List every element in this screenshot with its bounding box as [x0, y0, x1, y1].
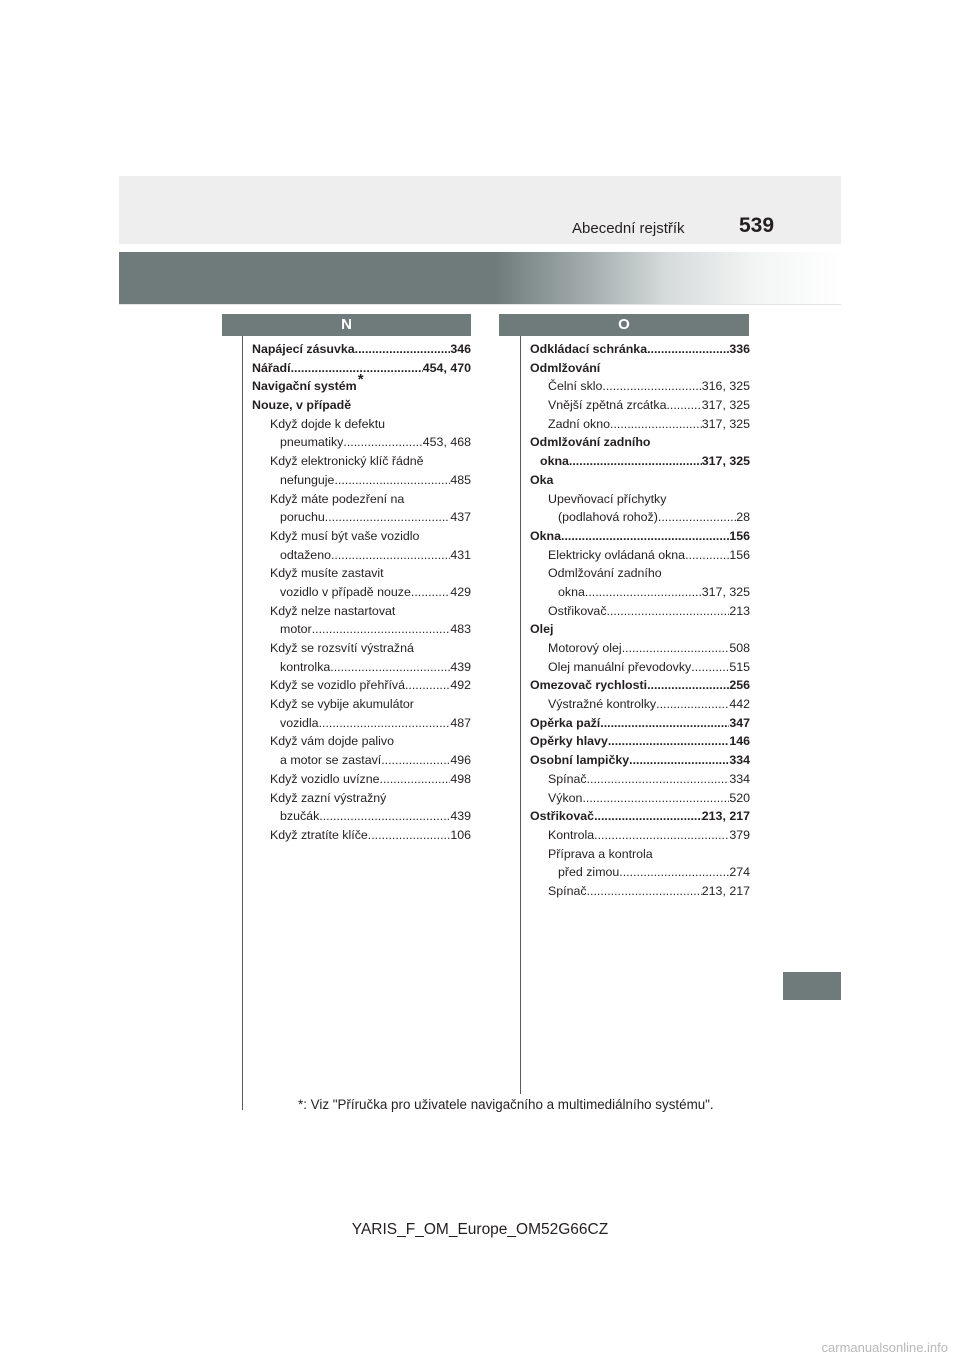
- index-entry: [530, 546, 750, 565]
- index-entry: [252, 714, 471, 733]
- index-entry: [252, 490, 471, 509]
- index-entry: [252, 751, 471, 770]
- dot-leader: [334, 471, 450, 490]
- entry-page-ref: 213, 217: [701, 809, 750, 824]
- index-entry: [530, 620, 750, 639]
- section-title: Abecední rejstřík: [572, 220, 685, 237]
- entry-term: vozidla: [280, 715, 319, 730]
- entry-page-ref: 334: [729, 771, 750, 786]
- decorative-gradient-bar: [119, 252, 841, 304]
- dot-leader: [380, 770, 451, 789]
- entry-page-ref: 317, 325: [701, 454, 750, 469]
- entry-page-ref: 28: [736, 510, 750, 525]
- entry-page-ref: 256: [729, 678, 750, 693]
- entry-page-ref: 317, 325: [701, 416, 750, 431]
- entry-term: Nouze, v případě: [252, 398, 352, 413]
- index-entry: [530, 751, 750, 770]
- entry-page-ref: 454, 470: [422, 360, 471, 375]
- entry-page-ref: 347: [729, 715, 750, 730]
- index-entry: [252, 433, 471, 452]
- dot-leader: [319, 807, 450, 826]
- index-entry: [530, 789, 750, 808]
- index-entry: [252, 583, 471, 602]
- index-entry: [252, 639, 471, 658]
- entry-term: Ostřikovač: [530, 809, 595, 824]
- index-entry: [252, 807, 471, 826]
- dot-leader: [619, 863, 729, 882]
- entry-page-ref: 274: [729, 865, 750, 880]
- entry-page-ref: 515: [729, 659, 750, 674]
- entry-term: Spínač: [548, 771, 587, 786]
- entry-term: Když se vozidlo přehřívá: [270, 678, 405, 693]
- index-entry: [530, 826, 750, 845]
- footnote: *: Viz "Příručka pro uživatele navigačního a multimediálního systému".: [298, 1097, 714, 1112]
- dot-leader: [658, 508, 736, 527]
- index-entry: [530, 564, 750, 583]
- entry-page-ref: 429: [450, 584, 471, 599]
- entry-term: Odmlžování: [530, 360, 601, 375]
- index-entry: [252, 546, 471, 565]
- index-column-n: [252, 340, 471, 845]
- index-entry: [530, 359, 750, 378]
- entry-term: Když musí být vaše vozidlo: [270, 528, 420, 543]
- entry-page-ref: 213, 217: [701, 883, 750, 898]
- entry-term: Elektricky ovládaná okna: [548, 547, 686, 562]
- entry-term: Spínač: [548, 883, 587, 898]
- index-entry: [530, 415, 750, 434]
- index-entry: [252, 396, 471, 415]
- entry-page-ref: 316, 325: [701, 379, 750, 394]
- index-entry: [530, 396, 750, 415]
- divider-line: [119, 304, 841, 305]
- entry-page-ref: 498: [450, 771, 471, 786]
- index-entry: [530, 695, 750, 714]
- dot-leader: [561, 527, 729, 546]
- entry-page-ref: 485: [450, 472, 471, 487]
- index-entry: [252, 770, 471, 789]
- dot-leader: [355, 340, 451, 359]
- footnote-marker: *: [357, 371, 364, 389]
- entry-term: bzučák: [280, 809, 320, 824]
- entry-term: Napájecí zásuvka: [252, 342, 355, 356]
- index-entry: [252, 527, 471, 546]
- index-entry: [252, 471, 471, 490]
- entry-term: Když dojde k defektu: [270, 416, 386, 431]
- dot-leader: [569, 452, 702, 471]
- index-entry: [530, 658, 750, 677]
- entry-term: Opěrky hlavy: [530, 734, 608, 749]
- entry-term: Kontrola: [548, 827, 595, 842]
- dot-leader: [594, 826, 729, 845]
- dot-leader: [607, 602, 730, 621]
- entry-term: (podlahová rohož): [558, 510, 658, 525]
- entry-term: Ostřikovač: [548, 603, 607, 618]
- dot-leader: [685, 546, 729, 565]
- index-column-o: [530, 340, 750, 901]
- entry-page-ref: 439: [450, 809, 471, 824]
- dot-leader: [602, 377, 701, 396]
- index-entry: [530, 882, 750, 901]
- entry-term: Odkládací schránka: [530, 342, 648, 356]
- entry-page-ref: 496: [450, 753, 471, 768]
- entry-page-ref: 492: [450, 678, 471, 693]
- index-entry: [530, 583, 750, 602]
- index-entry: [530, 377, 750, 396]
- index-entry: [530, 471, 750, 490]
- index-entry: [252, 789, 471, 808]
- dot-leader: [691, 658, 729, 677]
- entry-term: Opěrka paží: [530, 715, 601, 730]
- index-entry: [252, 658, 471, 677]
- dot-leader: [587, 770, 730, 789]
- entry-page-ref: 520: [729, 790, 750, 805]
- dot-leader: [585, 583, 702, 602]
- index-entry: [530, 676, 750, 695]
- index-entry: [252, 452, 471, 471]
- entry-term: kontrolka: [280, 659, 331, 674]
- entry-term: Když musíte zastavit: [270, 566, 384, 581]
- left-column-rule: [242, 314, 243, 1110]
- entry-term: Olej manuální převodovky: [548, 659, 692, 674]
- entry-term: Když zazní výstražný: [270, 790, 387, 805]
- entry-term: Příprava a kontrola: [548, 846, 653, 861]
- entry-page-ref: 508: [729, 641, 750, 655]
- index-entry: [252, 826, 471, 845]
- index-entry: [252, 676, 471, 695]
- index-entry: [530, 490, 750, 509]
- entry-page-ref: 156: [729, 547, 750, 562]
- entry-term: Osobní lampičky: [530, 753, 630, 768]
- entry-term: motor: [280, 622, 312, 637]
- dot-leader: [622, 639, 730, 658]
- entry-term: Oka: [530, 472, 554, 487]
- entry-term: Odmlžování zadního: [530, 435, 651, 450]
- dot-leader: [629, 751, 729, 770]
- entry-term: Výstražné kontrolky: [548, 697, 657, 712]
- entry-page-ref: 439: [450, 659, 471, 674]
- index-entry: [530, 639, 750, 658]
- entry-term: vozidlo v případě nouze: [280, 584, 411, 599]
- index-entry: [252, 371, 471, 396]
- index-entry: [252, 620, 471, 639]
- dot-leader: [587, 882, 702, 901]
- entry-term: Upevňovací příchytky: [548, 491, 667, 506]
- entry-term: okna: [558, 584, 585, 599]
- entry-page-ref: 336: [729, 342, 750, 356]
- index-entry: [530, 845, 750, 864]
- dot-leader: [291, 359, 423, 378]
- entry-term: Odmlžování zadního: [548, 566, 662, 581]
- dot-leader: [411, 583, 450, 602]
- chapter-side-tab: [783, 972, 841, 1000]
- dot-leader: [319, 714, 451, 733]
- watermark: carmanualsonline.info: [821, 1340, 948, 1355]
- entry-term: Když se rozsvítí výstražná: [270, 641, 414, 655]
- index-entry: [252, 564, 471, 583]
- entry-term: nefunguje: [280, 472, 335, 487]
- dot-leader: [600, 714, 729, 733]
- entry-page-ref: 106: [450, 827, 471, 842]
- entry-term: Výkon: [548, 790, 583, 805]
- index-entry: [252, 415, 471, 434]
- dot-leader: [666, 396, 701, 415]
- index-entry: [252, 508, 471, 527]
- dot-leader: [325, 508, 451, 527]
- entry-page-ref: 346: [450, 342, 471, 356]
- entry-page-ref: 437: [450, 510, 471, 525]
- entry-term: Když elektronický klíč řádně: [270, 454, 424, 469]
- index-entry: [530, 770, 750, 789]
- entry-page-ref: 317, 325: [701, 398, 750, 413]
- index-entry: [252, 695, 471, 714]
- dot-leader: [381, 751, 450, 770]
- entry-page-ref: 487: [450, 715, 471, 730]
- index-entry: [530, 602, 750, 621]
- index-entry: [530, 732, 750, 751]
- entry-term: pneumatiky: [280, 435, 344, 450]
- index-entry: [530, 714, 750, 733]
- entry-page-ref: 156: [729, 528, 750, 543]
- entry-page-ref: 317, 325: [701, 584, 750, 599]
- entry-page-ref: 453, 468: [422, 435, 471, 450]
- dot-leader: [331, 546, 450, 565]
- dot-leader: [343, 433, 422, 452]
- entry-term: Když vám dojde palivo: [270, 734, 394, 749]
- index-entry: [252, 732, 471, 751]
- dot-leader: [582, 789, 729, 808]
- entry-page-ref: 379: [729, 827, 750, 842]
- index-entry: [252, 340, 471, 359]
- dot-leader: [594, 807, 702, 826]
- letter-header-o: O: [499, 314, 749, 336]
- entry-page-ref: 213: [729, 603, 750, 618]
- document-code: YARIS_F_OM_Europe_OM52G66CZ: [351, 1221, 609, 1238]
- entry-page-ref: 483: [450, 622, 471, 637]
- index-entry: [530, 508, 750, 527]
- index-entry: [530, 807, 750, 826]
- entry-term: Čelní sklo: [548, 379, 603, 394]
- entry-term: Navigační systém*: [252, 371, 364, 394]
- entry-term: před zimou: [558, 865, 620, 880]
- header-band: [119, 176, 841, 244]
- dot-leader: [368, 826, 451, 845]
- index-entry: [530, 433, 750, 452]
- entry-term: Omezovač rychlosti: [530, 678, 648, 693]
- entry-term: Když máte podezření na: [270, 491, 405, 506]
- entry-page-ref: 334: [729, 753, 750, 768]
- entry-term: Když vozidlo uvízne: [270, 771, 380, 786]
- dot-leader: [656, 695, 729, 714]
- entry-term: Zadní okno: [548, 416, 610, 431]
- entry-term: odtaženo: [280, 547, 331, 562]
- dot-leader: [647, 676, 729, 695]
- entry-term: Když nelze nastartovat: [270, 603, 396, 618]
- index-entry: [530, 340, 750, 359]
- entry-page-ref: 442: [729, 697, 750, 712]
- dot-leader: [608, 732, 729, 751]
- entry-term: Když se vybije akumulátor: [270, 697, 414, 712]
- entry-page-ref: 146: [729, 734, 750, 749]
- entry-page-ref: 431: [450, 547, 471, 562]
- index-entry: [530, 527, 750, 546]
- dot-leader: [405, 676, 450, 695]
- entry-term: Když ztratíte klíče: [270, 827, 368, 842]
- letter-header-n: N: [222, 314, 471, 336]
- entry-term: okna: [540, 454, 569, 469]
- entry-term: a motor se zastaví: [280, 753, 382, 768]
- entry-term: Okna: [530, 528, 561, 543]
- page-number: 539: [739, 214, 775, 237]
- entry-term: Olej: [530, 622, 554, 637]
- dot-leader: [330, 658, 450, 677]
- dot-leader: [647, 340, 729, 359]
- entry-term: Motorový olej: [548, 641, 622, 655]
- dot-leader: [610, 415, 702, 434]
- index-entry: [252, 602, 471, 621]
- entry-term: Nářadí: [252, 360, 291, 375]
- index-entry: [530, 452, 750, 471]
- entry-term: Vnější zpětná zrcátka: [548, 398, 667, 413]
- middle-column-rule: [520, 314, 521, 1094]
- entry-term: poruchu: [280, 510, 325, 525]
- dot-leader: [312, 620, 451, 639]
- index-entry: [530, 863, 750, 882]
